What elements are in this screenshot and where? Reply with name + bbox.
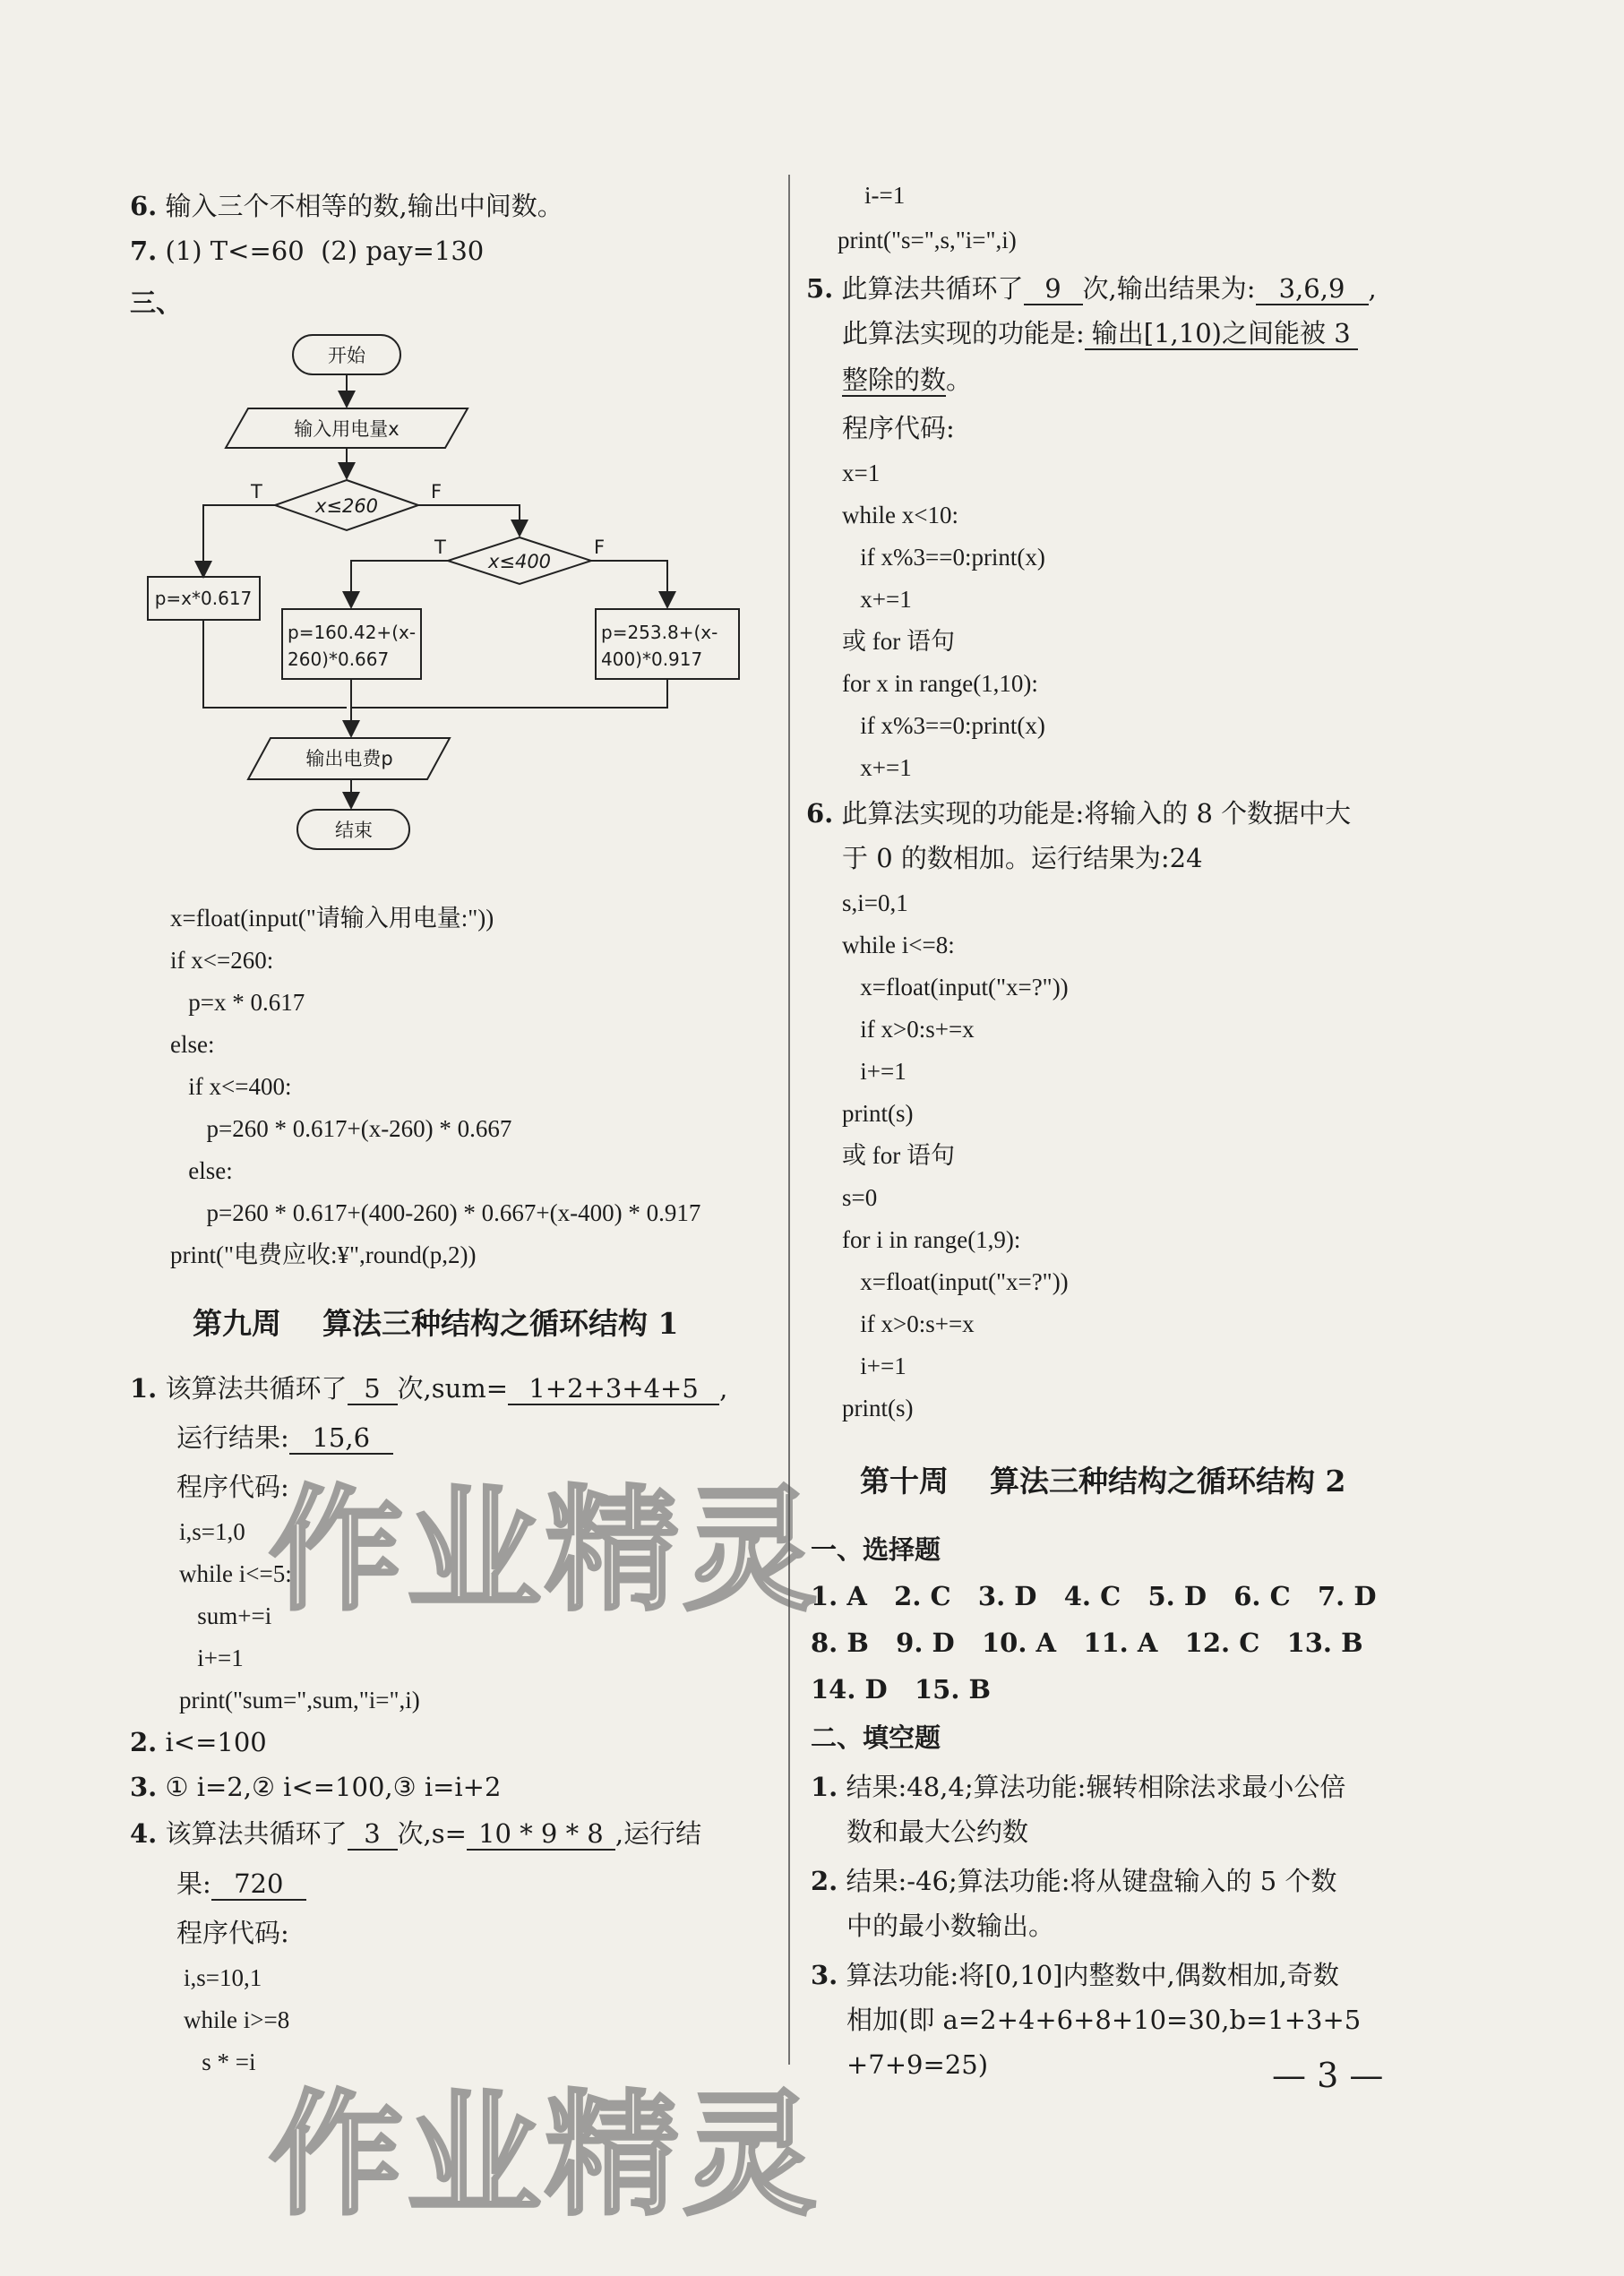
text: , — [1368, 273, 1377, 304]
f2-line1 — [811, 1863, 1336, 1899]
q-num: 5. — [806, 273, 834, 304]
flow-arrow — [351, 561, 448, 606]
flow-end-text: 结束 — [335, 820, 373, 841]
code-line: print("sum=",sum,"i=",i) — [179, 1687, 420, 1713]
f1-line1 — [811, 1769, 1345, 1805]
text: 该算法共循环了 — [165, 1818, 348, 1849]
code-label: 程序代码: — [176, 1472, 289, 1502]
watermark: 作业精灵 — [269, 2078, 821, 2234]
flow-cond2-text: x≤400 — [487, 551, 552, 572]
q-num: 3. — [130, 1772, 158, 1802]
flow-box3-line1: p=253.8+(x- — [601, 622, 718, 643]
text: 此算法实现的功能是:将输入的 8 个数据中大 — [841, 798, 1352, 829]
q6-text: 输入三个不相等的数,输出中间数。 — [165, 191, 563, 221]
week9-title: 第九周 算法三种结构之循环结构 1 — [193, 1306, 679, 1341]
code-line: x+=1 — [842, 754, 912, 781]
code-line: if x>0:s+=x — [842, 1310, 975, 1337]
text: 次,sum= — [397, 1373, 509, 1404]
text: 次,输出结果为: — [1082, 273, 1256, 304]
f2-line2: 中的最小数输出。 — [846, 1911, 1055, 1941]
text: 。 — [946, 365, 973, 395]
q7-text: (1) T<=60 (2) pay=130 — [165, 236, 485, 266]
code-line: s * =i — [184, 2048, 256, 2075]
code-label: 程序代码: — [842, 413, 955, 443]
flow-arrow — [203, 505, 275, 575]
choice-section-title: 一、选择题 — [811, 1534, 941, 1565]
code-line: x=float(input("请输入用电量:")) — [170, 905, 494, 932]
text: 结果:-46;算法功能:将从键盘输入的 5 个数 — [846, 1866, 1337, 1896]
week10-title: 第十周 算法三种结构之循环结构 2 — [860, 1464, 1346, 1499]
answer-blank: 15,6 — [289, 1422, 393, 1455]
text: 此算法共循环了 — [841, 273, 1024, 304]
code-line: for i in range(1,9): — [842, 1226, 1021, 1253]
code-line: s=0 — [842, 1184, 878, 1211]
column-divider — [788, 175, 790, 2065]
text: 次,s= — [397, 1818, 467, 1849]
answer-blank: 整除的数 — [842, 365, 947, 395]
code-label: 程序代码: — [176, 1918, 289, 1948]
answer-blank: 输出[1,10)之间能被 3 — [1085, 318, 1358, 350]
answer-blank: 10 * 9 * 8 — [467, 1818, 615, 1851]
q6-line1 — [806, 795, 1351, 831]
f3-line3: +7+9=25) — [846, 2049, 989, 2080]
code-line: i+=1 — [179, 1645, 244, 1671]
code-line: while i>=8 — [184, 2006, 290, 2033]
code-line: else: — [170, 1031, 215, 1058]
w9q4-line2 — [176, 1866, 306, 1902]
code-line: 或 for 语句 — [842, 628, 955, 655]
answer-blank: 1+2+3+4+5 — [508, 1373, 719, 1405]
flow-line — [351, 679, 667, 708]
q5-line2 — [842, 315, 1358, 351]
answer-blank: 3,6,9 — [1256, 273, 1369, 305]
fill-section-title: 二、填空题 — [811, 1722, 941, 1753]
code-line: print("电费应收:¥",round(p,2)) — [170, 1241, 477, 1268]
text: , — [719, 1373, 728, 1404]
code-line: for x in range(1,10): — [842, 670, 1038, 697]
flow-input-text: 输入用电量x — [294, 418, 400, 440]
q5-line1 — [806, 271, 1377, 306]
flow-box3-line2: 400)*0.917 — [601, 648, 703, 670]
flow-output-text: 输出电费p — [305, 748, 393, 769]
code-line: i-=1 — [864, 182, 906, 209]
code-line: 或 for 语句 — [842, 1142, 955, 1169]
answer-blank: 9 — [1024, 273, 1083, 305]
choice-answers-line: 1. A 2. C 3. D 4. C 5. D 6. C 7. D — [811, 1581, 1377, 1611]
flow-start-text: 开始 — [328, 345, 365, 366]
choice-answers-line: 8. B 9. D 10. A 11. A 12. C 13. B — [811, 1628, 1363, 1658]
code-line: x+=1 — [842, 586, 912, 613]
code-line: while i<=5: — [179, 1560, 292, 1587]
q-num: 4. — [130, 1818, 158, 1849]
w9q1-line1 — [130, 1370, 727, 1406]
w9q2-text: i<=100 — [165, 1727, 267, 1757]
choice-answers-line: 14. D 15. B — [811, 1674, 992, 1705]
answer-blank: 720 — [211, 1868, 306, 1901]
q-num: 6. — [130, 191, 158, 221]
code-line: p=260 * 0.617+(400-260) * 0.667+(x-400) * 0.917 — [170, 1199, 701, 1226]
code-line: print("s=",s,"i=",i) — [838, 227, 1017, 253]
text: 结果:48,4;算法功能:辗转相除法求最小公倍 — [846, 1772, 1346, 1802]
text: 果: — [176, 1868, 211, 1899]
code-line: else: — [170, 1157, 233, 1184]
q-num: 1. — [130, 1373, 158, 1404]
code-line: x=float(input("x=?")) — [842, 1268, 1069, 1295]
flow-arrow — [591, 561, 667, 606]
text: 该算法共循环了 — [165, 1373, 348, 1404]
text: 运行结果: — [176, 1422, 289, 1453]
flow-t2-label: T — [434, 537, 446, 558]
text: 此算法实现的功能是: — [842, 318, 1085, 348]
section-three-label: 三、 — [130, 288, 183, 318]
code-line: i,s=1,0 — [179, 1518, 245, 1545]
flowchart — [130, 322, 775, 860]
w9q4-line1 — [130, 1816, 701, 1851]
code-line: if x%3==0:print(x) — [842, 544, 1045, 571]
q-num: 3. — [811, 1960, 838, 1990]
flow-box1-text: p=x*0.617 — [154, 588, 253, 609]
q-num: 7. — [130, 236, 158, 266]
q-num: 2. — [811, 1866, 838, 1896]
flow-cond1-text: x≤260 — [314, 495, 379, 517]
code-line: x=float(input("x=?")) — [842, 974, 1069, 1001]
q5-line3 — [842, 362, 972, 398]
answer-blank: 5 — [348, 1373, 398, 1405]
code-line: print(s) — [842, 1395, 914, 1421]
code-line: i+=1 — [842, 1058, 907, 1085]
w9q3-line — [130, 1769, 501, 1805]
q-num: 6. — [806, 798, 834, 829]
text: ,运行结 — [614, 1818, 702, 1849]
flow-box2-line2: 260)*0.667 — [288, 648, 390, 670]
f1-line2: 数和最大公约数 — [846, 1817, 1029, 1847]
flow-f2-label: F — [594, 537, 606, 558]
code-line: x=1 — [842, 459, 881, 486]
code-line: while i<=8: — [842, 932, 955, 958]
q7-line — [130, 233, 484, 269]
flow-f1-label: F — [431, 481, 443, 502]
f3-line1 — [811, 1957, 1339, 1993]
code-line: if x%3==0:print(x) — [842, 712, 1045, 739]
w9q2-line — [130, 1724, 267, 1760]
flow-box2-line1: p=160.42+(x- — [288, 622, 417, 643]
w9q3-text: ① i=2,② i<=100,③ i=i+2 — [165, 1772, 502, 1802]
flow-t1-label: T — [251, 481, 262, 502]
f3-line2: 相加(即 a=2+4+6+8+10=30,b=1+3+5 — [846, 2005, 1362, 2035]
code-line: p=x * 0.617 — [170, 989, 305, 1016]
code-line: s,i=0,1 — [842, 889, 908, 916]
code-line: if x<=260: — [170, 947, 274, 974]
q6-line2: 于 0 的数相加。运行结果为:24 — [842, 843, 1203, 873]
code-line: if x>0:s+=x — [842, 1016, 975, 1043]
code-line: p=260 * 0.617+(x-260) * 0.667 — [170, 1115, 512, 1142]
code-line: i+=1 — [842, 1353, 907, 1379]
code-line: sum+=i — [179, 1602, 272, 1629]
text: 算法功能:将[0,10]内整数中,偶数相加,奇数 — [846, 1960, 1339, 1990]
q6-line — [130, 188, 563, 224]
code-line: i,s=10,1 — [184, 1964, 262, 1991]
watermark: 作业精灵 — [269, 1473, 821, 1629]
q-num: 1. — [811, 1772, 838, 1802]
code-line: print(s) — [842, 1100, 914, 1127]
page-number: — 3 — — [1272, 2056, 1384, 2095]
code-line: while x<10: — [842, 502, 958, 528]
q-num: 2. — [130, 1727, 158, 1757]
flow-arrow — [418, 505, 520, 534]
code-line: if x<=400: — [170, 1073, 292, 1100]
answer-blank: 3 — [348, 1818, 398, 1851]
